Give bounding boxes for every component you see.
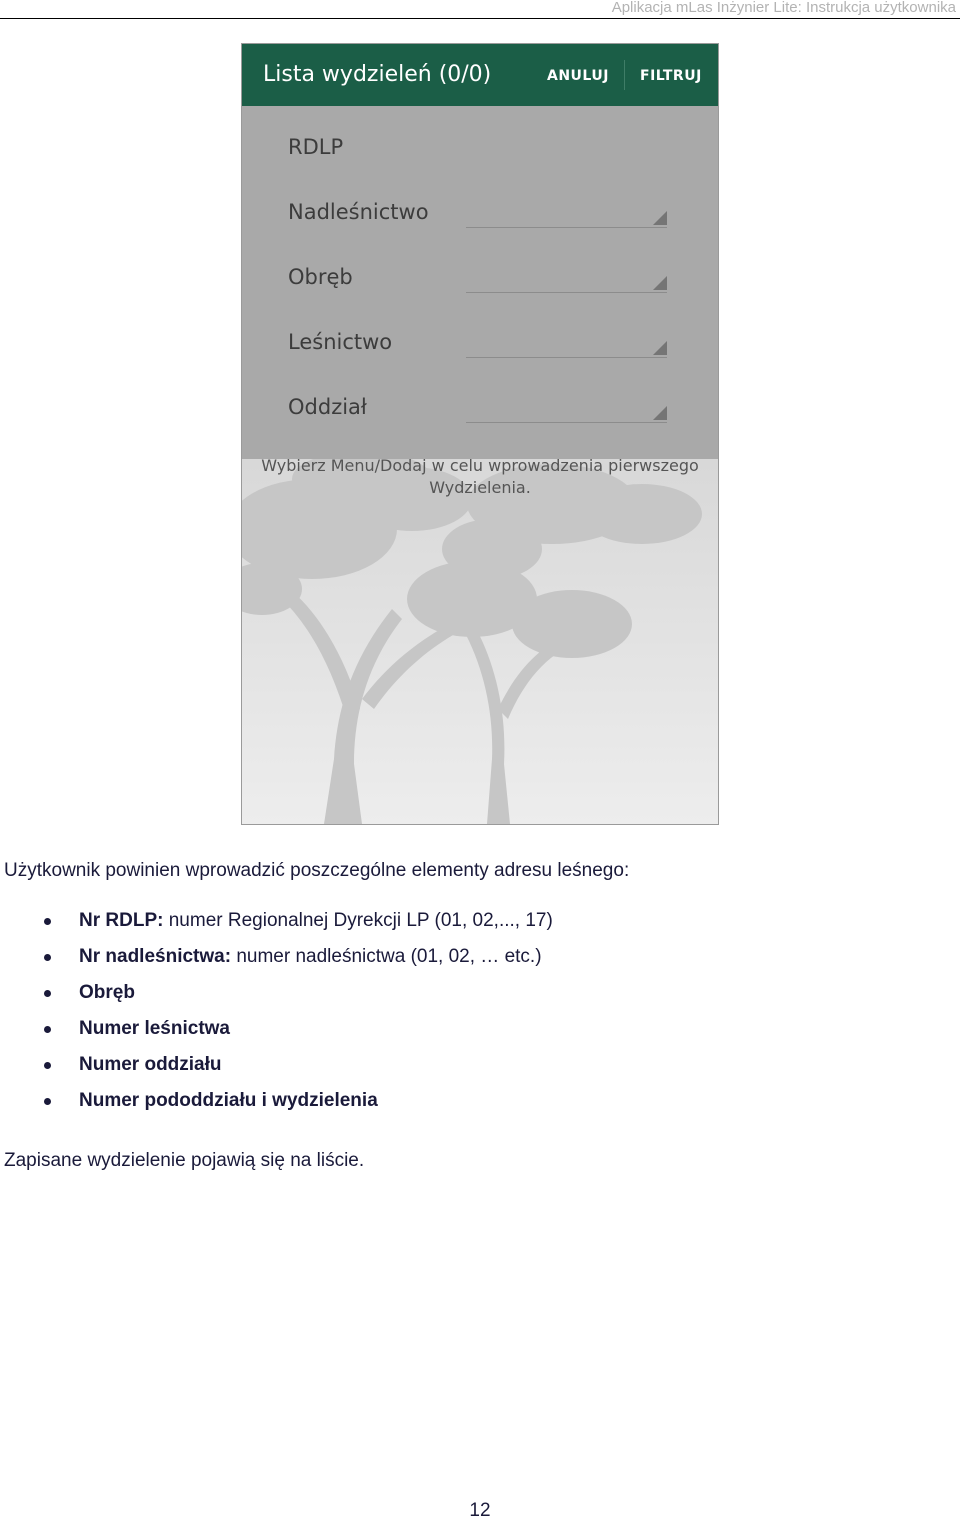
bullet-icon	[44, 1062, 51, 1069]
oddzial-label: Oddział	[288, 395, 367, 419]
app-bar	[242, 44, 718, 106]
filter-panel	[242, 106, 718, 459]
list-item-term: Numer leśnictwa	[79, 1018, 230, 1039]
document-header	[0, 0, 960, 19]
bullet-icon	[44, 1026, 51, 1033]
list-item-term: Obręb	[79, 982, 135, 1003]
empty-message-line1: Wybierz Menu/Dodaj w celu wprowadzenia pierwszego	[261, 456, 699, 475]
bullet-icon	[44, 918, 51, 925]
empty-message-line2: Wydzielenia.	[429, 478, 531, 497]
list-item-term: Numer pododdziału i wydzielenia	[79, 1090, 378, 1111]
dropdown-arrow-icon	[653, 276, 667, 290]
obreb-label: Obręb	[288, 265, 353, 289]
page-number: 12	[469, 1500, 491, 1521]
tree-illustration-icon	[242, 459, 718, 824]
list-item-description: numer Regionalnej Dyrekcji LP (01, 02,..., 17)	[163, 910, 553, 931]
intro-paragraph: Użytkownik powinien wprowadzić poszczególne elementy adresu leśnego:	[4, 860, 630, 881]
list-item-term: Numer oddziału	[79, 1054, 222, 1075]
list-item-term: Nr RDLP:	[79, 910, 164, 931]
outro-paragraph: Zapisane wydzielenie pojawią się na liście.	[4, 1150, 365, 1171]
nadlesnictwo-label: Nadleśnictwo	[288, 200, 429, 224]
dropdown-arrow-icon	[653, 341, 667, 355]
document-header-title: Aplikacja mLas Inżynier Lite: Instrukcja użytkownika	[611, 0, 956, 16]
app-screenshot	[241, 43, 719, 825]
empty-state-message	[242, 455, 718, 499]
empty-state-background	[242, 459, 718, 824]
bullet-icon	[44, 990, 51, 997]
list-item-description: numer nadleśnictwa (01, 02, … etc.)	[231, 946, 542, 967]
bullet-icon	[44, 954, 51, 961]
lesnictwo-label: Leśnictwo	[288, 330, 393, 354]
nadlesnictwo-dropdown[interactable]	[466, 270, 667, 293]
lesnictwo-dropdown[interactable]	[466, 400, 667, 423]
list-item-term: Nr nadleśnictwa:	[79, 946, 232, 967]
screen-title: Lista wydzieleń (0/0)	[263, 62, 492, 87]
filter-button[interactable]: FILTRUJ	[640, 68, 702, 84]
cancel-button[interactable]: ANULUJ	[547, 68, 609, 84]
obreb-dropdown[interactable]	[466, 335, 667, 358]
dropdown-arrow-icon	[653, 406, 667, 420]
bullet-icon	[44, 1098, 51, 1105]
rdlp-dropdown[interactable]	[466, 205, 667, 228]
dropdown-arrow-icon	[653, 211, 667, 225]
rdlp-label: RDLP	[288, 135, 344, 159]
action-divider	[624, 60, 625, 90]
